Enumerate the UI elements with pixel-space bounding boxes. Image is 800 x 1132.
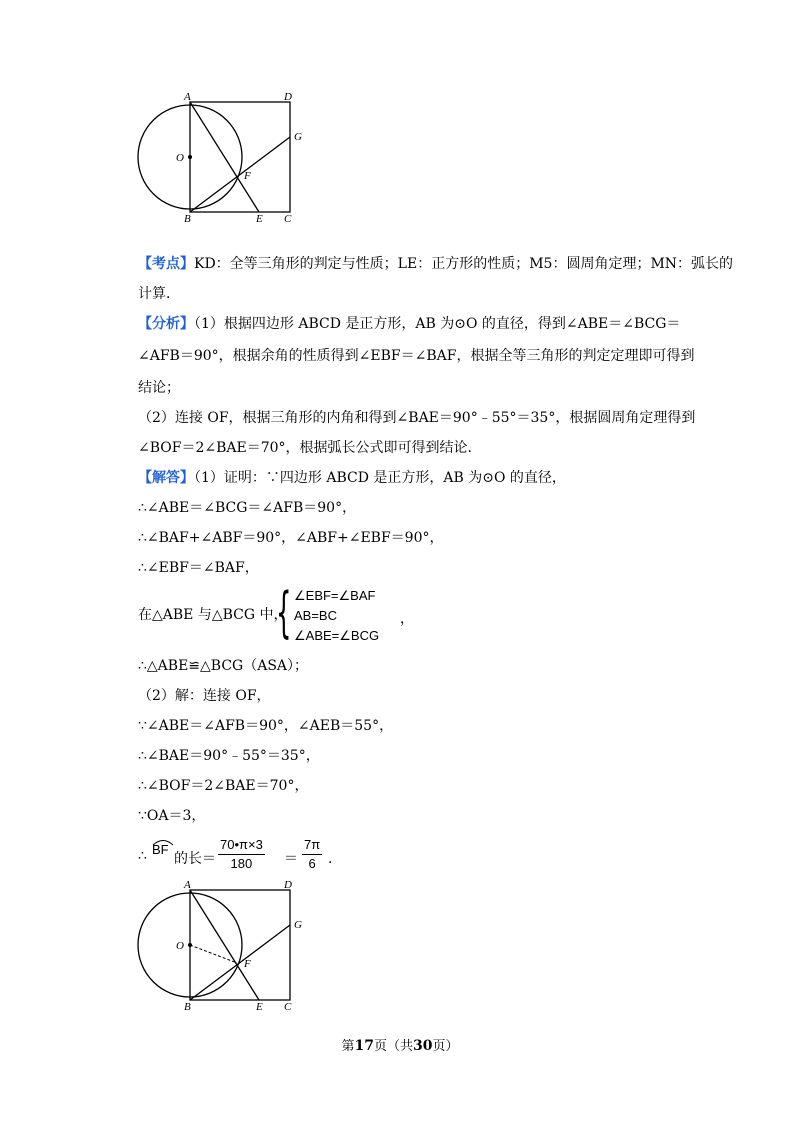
- fenxi-text-4: （2）连接 OF，根据三角形的内角和得到∠BAE＝90°﹣55°＝35°，根据圆周角定理得到: [138, 410, 696, 426]
- fenxi-line: [138, 314, 680, 334]
- arc-bf-label: BF: [152, 842, 169, 857]
- footer-pre: 第: [341, 1039, 355, 1054]
- fenxi-tag: 【分析】: [138, 316, 194, 332]
- label-o-2: O: [176, 940, 184, 952]
- center-dot-2: [188, 943, 192, 947]
- therefore-symbol: ∴: [138, 848, 147, 864]
- label-f: F: [244, 170, 251, 182]
- equals-sign: ＝: [284, 851, 298, 867]
- kaodian-text: KD：全等三角形的判定与性质；LE：正方形的性质；M5：圆周角定理；MN：弧长的: [194, 256, 734, 272]
- system-row-3: ∠ABE=∠BCG: [294, 628, 380, 643]
- fraction-1-numerator: 70•π×3: [218, 836, 265, 855]
- fraction-2-denominator: 6: [308, 856, 316, 871]
- system-comma: ，: [400, 611, 414, 627]
- segment-bg: [190, 137, 290, 212]
- fraction-2: [302, 836, 322, 873]
- label-e-2: E: [256, 1001, 263, 1013]
- label-a-2: A: [184, 879, 191, 891]
- fenxi-text-2: ∠AFB＝90°，根据余角的性质得到∠EBF＝∠BAF，根据全等三角形的判定定理即可得到: [138, 348, 695, 364]
- center-dot: [188, 155, 192, 159]
- step-8: ∴∠BOF＝2∠BAE＝70°，: [138, 778, 309, 794]
- step-7: ∴∠BAE＝90°﹣55°＝35°，: [138, 748, 320, 764]
- footer-mid: 页（共: [373, 1039, 413, 1054]
- label-o: O: [176, 152, 184, 164]
- footer-post: 页）: [432, 1039, 459, 1054]
- fenxi-text-1: （1）根据四边形 ABCD 是正方形，AB 为⊙O 的直径，得到∠ABE＝∠BCG＝: [194, 316, 681, 332]
- step-2: ∴∠BAF+∠ABF＝90°，∠ABF+∠EBF＝90°，: [138, 530, 444, 546]
- step-5: （2）解：连接 OF，: [138, 688, 271, 704]
- end-period: ．: [328, 851, 342, 867]
- jieda-tag: 【解答】: [138, 470, 194, 486]
- label-c: C: [284, 213, 292, 225]
- jieda-line: [138, 468, 566, 488]
- fraction-1-denominator: 180: [230, 856, 253, 871]
- square-abcd-2: [190, 890, 290, 1000]
- label-g-2: G: [294, 919, 302, 931]
- label-b: B: [184, 213, 191, 225]
- system-row-2: AB=BC: [294, 608, 337, 623]
- footer-page-number: 17: [354, 1038, 374, 1054]
- step-4: ∴△ABE≌△BCG（ASA）；: [138, 658, 309, 674]
- kaodian-line: [138, 254, 733, 274]
- kaodian-continued: 计算．: [138, 286, 180, 302]
- step-1: ∴∠ABE＝∠BCG＝∠AFB＝90°，: [138, 500, 357, 516]
- jieda-text-1: （1）证明：∵四边形 ABCD 是正方形，AB 为⊙O 的直径，: [194, 470, 566, 486]
- figure-top: [132, 91, 312, 225]
- segment-bg-2: [190, 925, 290, 1000]
- left-brace: {: [276, 581, 292, 644]
- label-d-2: D: [284, 879, 292, 891]
- label-g: G: [294, 131, 302, 143]
- arc-length-text: 的长＝: [174, 851, 216, 867]
- label-c-2: C: [284, 1001, 292, 1013]
- label-e: E: [256, 213, 263, 225]
- arc-length-line: [138, 836, 458, 876]
- step-6: ∵∠ABE＝∠AFB＝90°，∠AEB＝55°，: [138, 718, 394, 734]
- system-row-1: ∠EBF=∠BAF: [294, 588, 376, 603]
- label-a: A: [184, 91, 191, 103]
- label-d: D: [284, 91, 292, 103]
- square-abcd: [190, 102, 290, 212]
- label-b-2: B: [184, 1001, 191, 1013]
- equation-system: [138, 581, 438, 646]
- fraction-1: [218, 836, 265, 873]
- system-lead: 在△ABE 与△BCG 中，: [138, 607, 288, 623]
- footer-total-pages: 30: [413, 1038, 433, 1054]
- fraction-2-numerator: 7π: [302, 836, 322, 855]
- figure-bottom: [132, 879, 312, 1013]
- fenxi-text-3: 结论；: [138, 380, 180, 396]
- fenxi-text-5: ∠BOF＝2∠BAE＝70°，根据弧长公式即可得到结论．: [138, 440, 482, 456]
- page-footer: [0, 1035, 800, 1054]
- kaodian-tag: 【考点】: [138, 256, 194, 272]
- label-f-2: F: [244, 958, 251, 970]
- step-9: ∵OA＝3，: [138, 808, 206, 824]
- step-3: ∴∠EBF＝∠BAF，: [138, 560, 259, 576]
